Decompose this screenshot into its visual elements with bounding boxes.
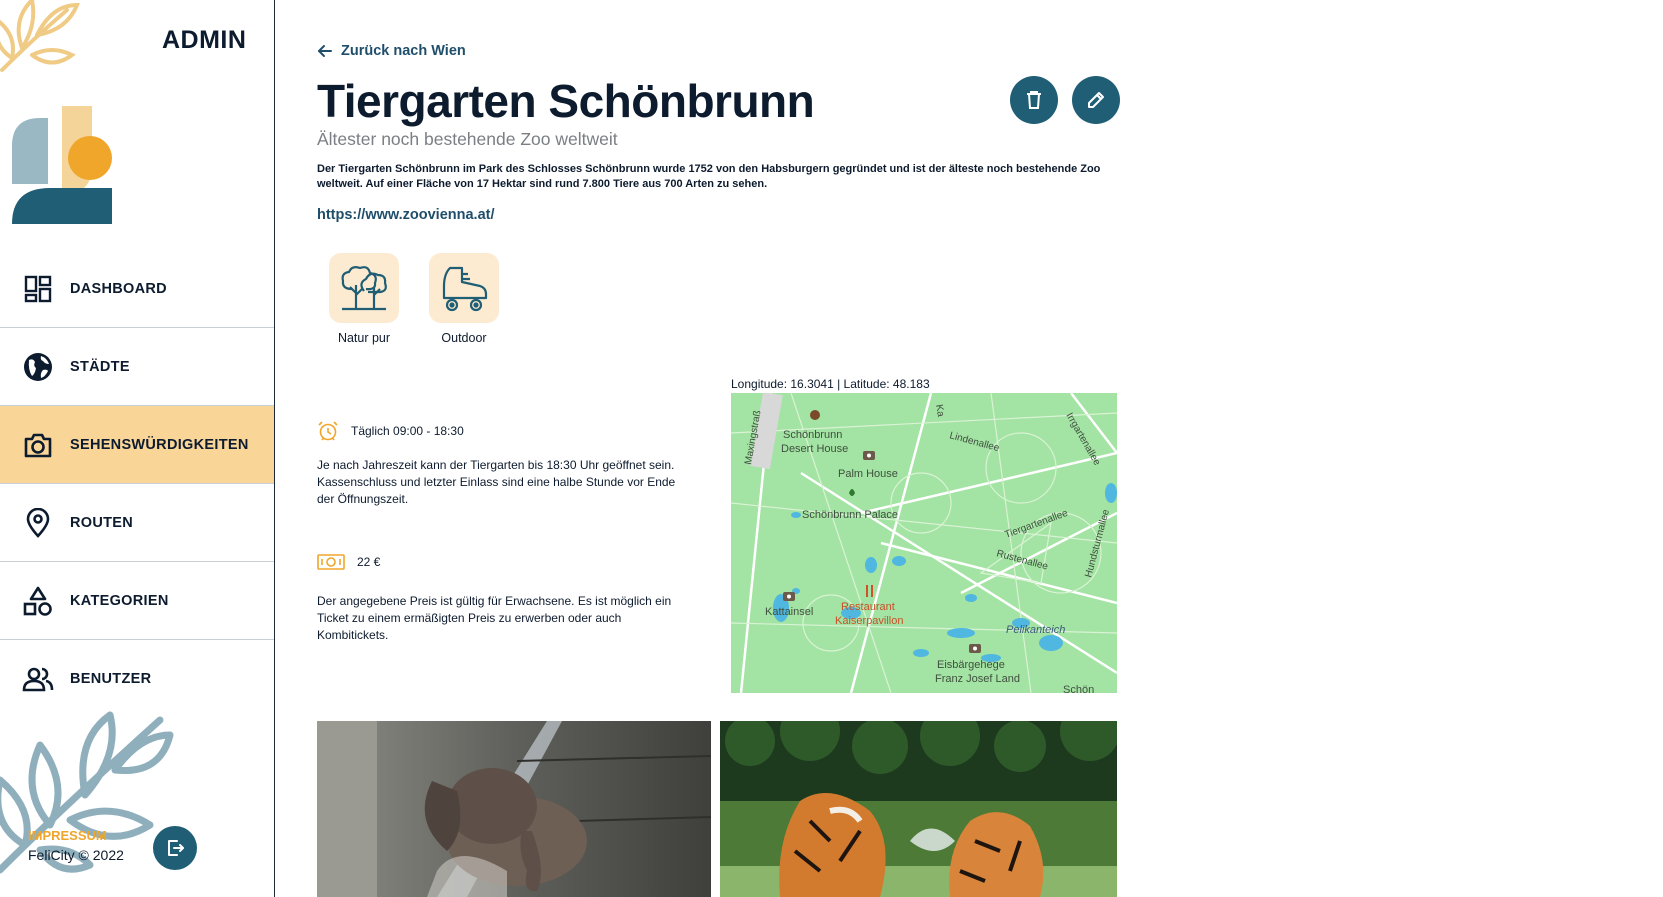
- coordinates-text: Longitude: 16.3041 | Latitude: 48.183: [731, 377, 930, 391]
- back-link-label: Zurück nach Wien: [341, 43, 466, 59]
- shapes-icon: [22, 585, 54, 617]
- users-icon: [22, 663, 54, 695]
- camera-icon: [22, 429, 54, 461]
- sidebar-item-label: DASHBOARD: [70, 280, 167, 297]
- map-label: Hundsturmallee: [1083, 508, 1113, 579]
- tag-label: Natur pur: [337, 331, 391, 345]
- opening-hours-text: Täglich 09:00 - 18:30: [351, 424, 464, 438]
- dashboard-icon: [22, 273, 54, 305]
- trash-icon: [1025, 90, 1043, 110]
- page-subtitle: Ältester noch bestehende Zoo weltweit: [317, 129, 618, 149]
- description-text: Der Tiergarten Schönbrunn im Park des Schlosses Schönbrunn wurde 1752 von den Habsburgern gegründet und ist der älteste noch bestehende Zoo weltweit. Auf einer Fläche von 17 Hektar sind rund 7.800 Tiere aus 700 Arten zu sehen.: [317, 163, 1101, 190]
- map-label: Schönbrunn: [783, 429, 843, 441]
- map-label: Rustenallee: [995, 548, 1050, 573]
- sidebar-item-sehenswuerdigkeiten[interactable]: [0, 406, 274, 484]
- price-row: [317, 553, 380, 571]
- arrow-left-icon: [317, 43, 333, 59]
- map-label: Kaiserpavillon: [835, 615, 904, 627]
- website-link[interactable]: https://www.zoovienna.at/: [317, 207, 495, 223]
- sidebar-item-label: KATEGORIEN: [70, 592, 169, 609]
- map-label: Schönbrunn Palace: [802, 509, 899, 521]
- map-label: Ka: [933, 403, 947, 418]
- pencil-icon: [1086, 90, 1106, 110]
- brand-logo: [12, 106, 118, 224]
- edit-button[interactable]: [1072, 76, 1120, 124]
- trees-icon: [338, 263, 390, 313]
- main-content: [317, 0, 1117, 897]
- tag-tile: [329, 253, 399, 323]
- map-label: Schön: [1063, 684, 1095, 693]
- impressum-link[interactable]: IMPRESSUM: [28, 828, 107, 843]
- map-label: Restaurant: [841, 601, 895, 613]
- sidebar-item-dashboard[interactable]: [0, 250, 274, 328]
- location-pin-icon: [22, 507, 54, 539]
- map-label: Eisbärgehege: [937, 659, 1005, 671]
- elephant-image: [317, 721, 711, 897]
- sidebar-item-label: SEHENSWÜRDIGKEITEN: [70, 436, 249, 453]
- sidebar-item-label: STÄDTE: [70, 358, 130, 375]
- sidebar-item-routen[interactable]: [0, 484, 274, 562]
- map-label: Tiergartenallee: [1003, 507, 1070, 541]
- back-link[interactable]: [317, 43, 466, 59]
- sidebar-nav: [0, 250, 274, 718]
- admin-title: ADMIN: [162, 26, 247, 54]
- opening-hours-row: [317, 420, 464, 442]
- roller-skate-icon: [438, 264, 490, 312]
- opening-hours-note: Je nach Jahreszeit kann der Tiergarten bis 18:30 Uhr geöffnet sein. Kassenschluss und letzter Einlass sind eine halbe Stunde vor Ende der Öffnungszeit.: [317, 458, 676, 506]
- sidebar-item-label: BENUTZER: [70, 671, 152, 687]
- tag-outdoor[interactable]: [428, 253, 500, 345]
- map-label: Franz Josef Land: [935, 673, 1020, 685]
- sidebar-item-staedte[interactable]: [0, 328, 274, 406]
- copyright-text: FeliCity © 2022: [28, 847, 124, 863]
- tigers-image: [720, 721, 1117, 897]
- map-label: Maxingstraß: [743, 409, 764, 466]
- map-view[interactable]: [731, 393, 1117, 693]
- map-label: Palm House: [838, 468, 898, 480]
- page-title: Tiergarten Schönbrunn: [317, 75, 815, 127]
- leaf-decoration-icon: [0, 0, 82, 80]
- price-note: Der angegebene Preis ist gültig für Erwachsene. Es ist möglich ein Ticket zu einem ermäßigten Preis zu erwerben oder auch Kombitickets.: [317, 594, 672, 642]
- globe-icon: [22, 351, 54, 383]
- tag-label: Outdoor: [441, 331, 487, 345]
- map-label: Pelikanteich: [1006, 624, 1066, 636]
- sidebar: [0, 0, 275, 897]
- map-label: Irrgartenallee: [1063, 411, 1103, 468]
- price-text: 22 €: [357, 555, 381, 569]
- map-label: Lindenallee: [948, 430, 1001, 455]
- sidebar-item-label: ROUTEN: [70, 514, 134, 531]
- alarm-clock-icon: [317, 420, 339, 442]
- logout-icon: [165, 838, 185, 858]
- tag-tile: [429, 253, 499, 323]
- tag-natur-pur[interactable]: [328, 253, 400, 345]
- photo-tigers[interactable]: [720, 721, 1117, 897]
- photo-elephant[interactable]: [317, 721, 711, 897]
- delete-button[interactable]: [1010, 76, 1058, 124]
- logout-button[interactable]: [153, 826, 197, 870]
- map-drawing: [731, 393, 1117, 693]
- sidebar-item-kategorien[interactable]: [0, 562, 274, 640]
- money-icon: [317, 553, 345, 571]
- map-label: Kattainsel: [765, 606, 814, 618]
- map-label: Desert House: [781, 443, 849, 455]
